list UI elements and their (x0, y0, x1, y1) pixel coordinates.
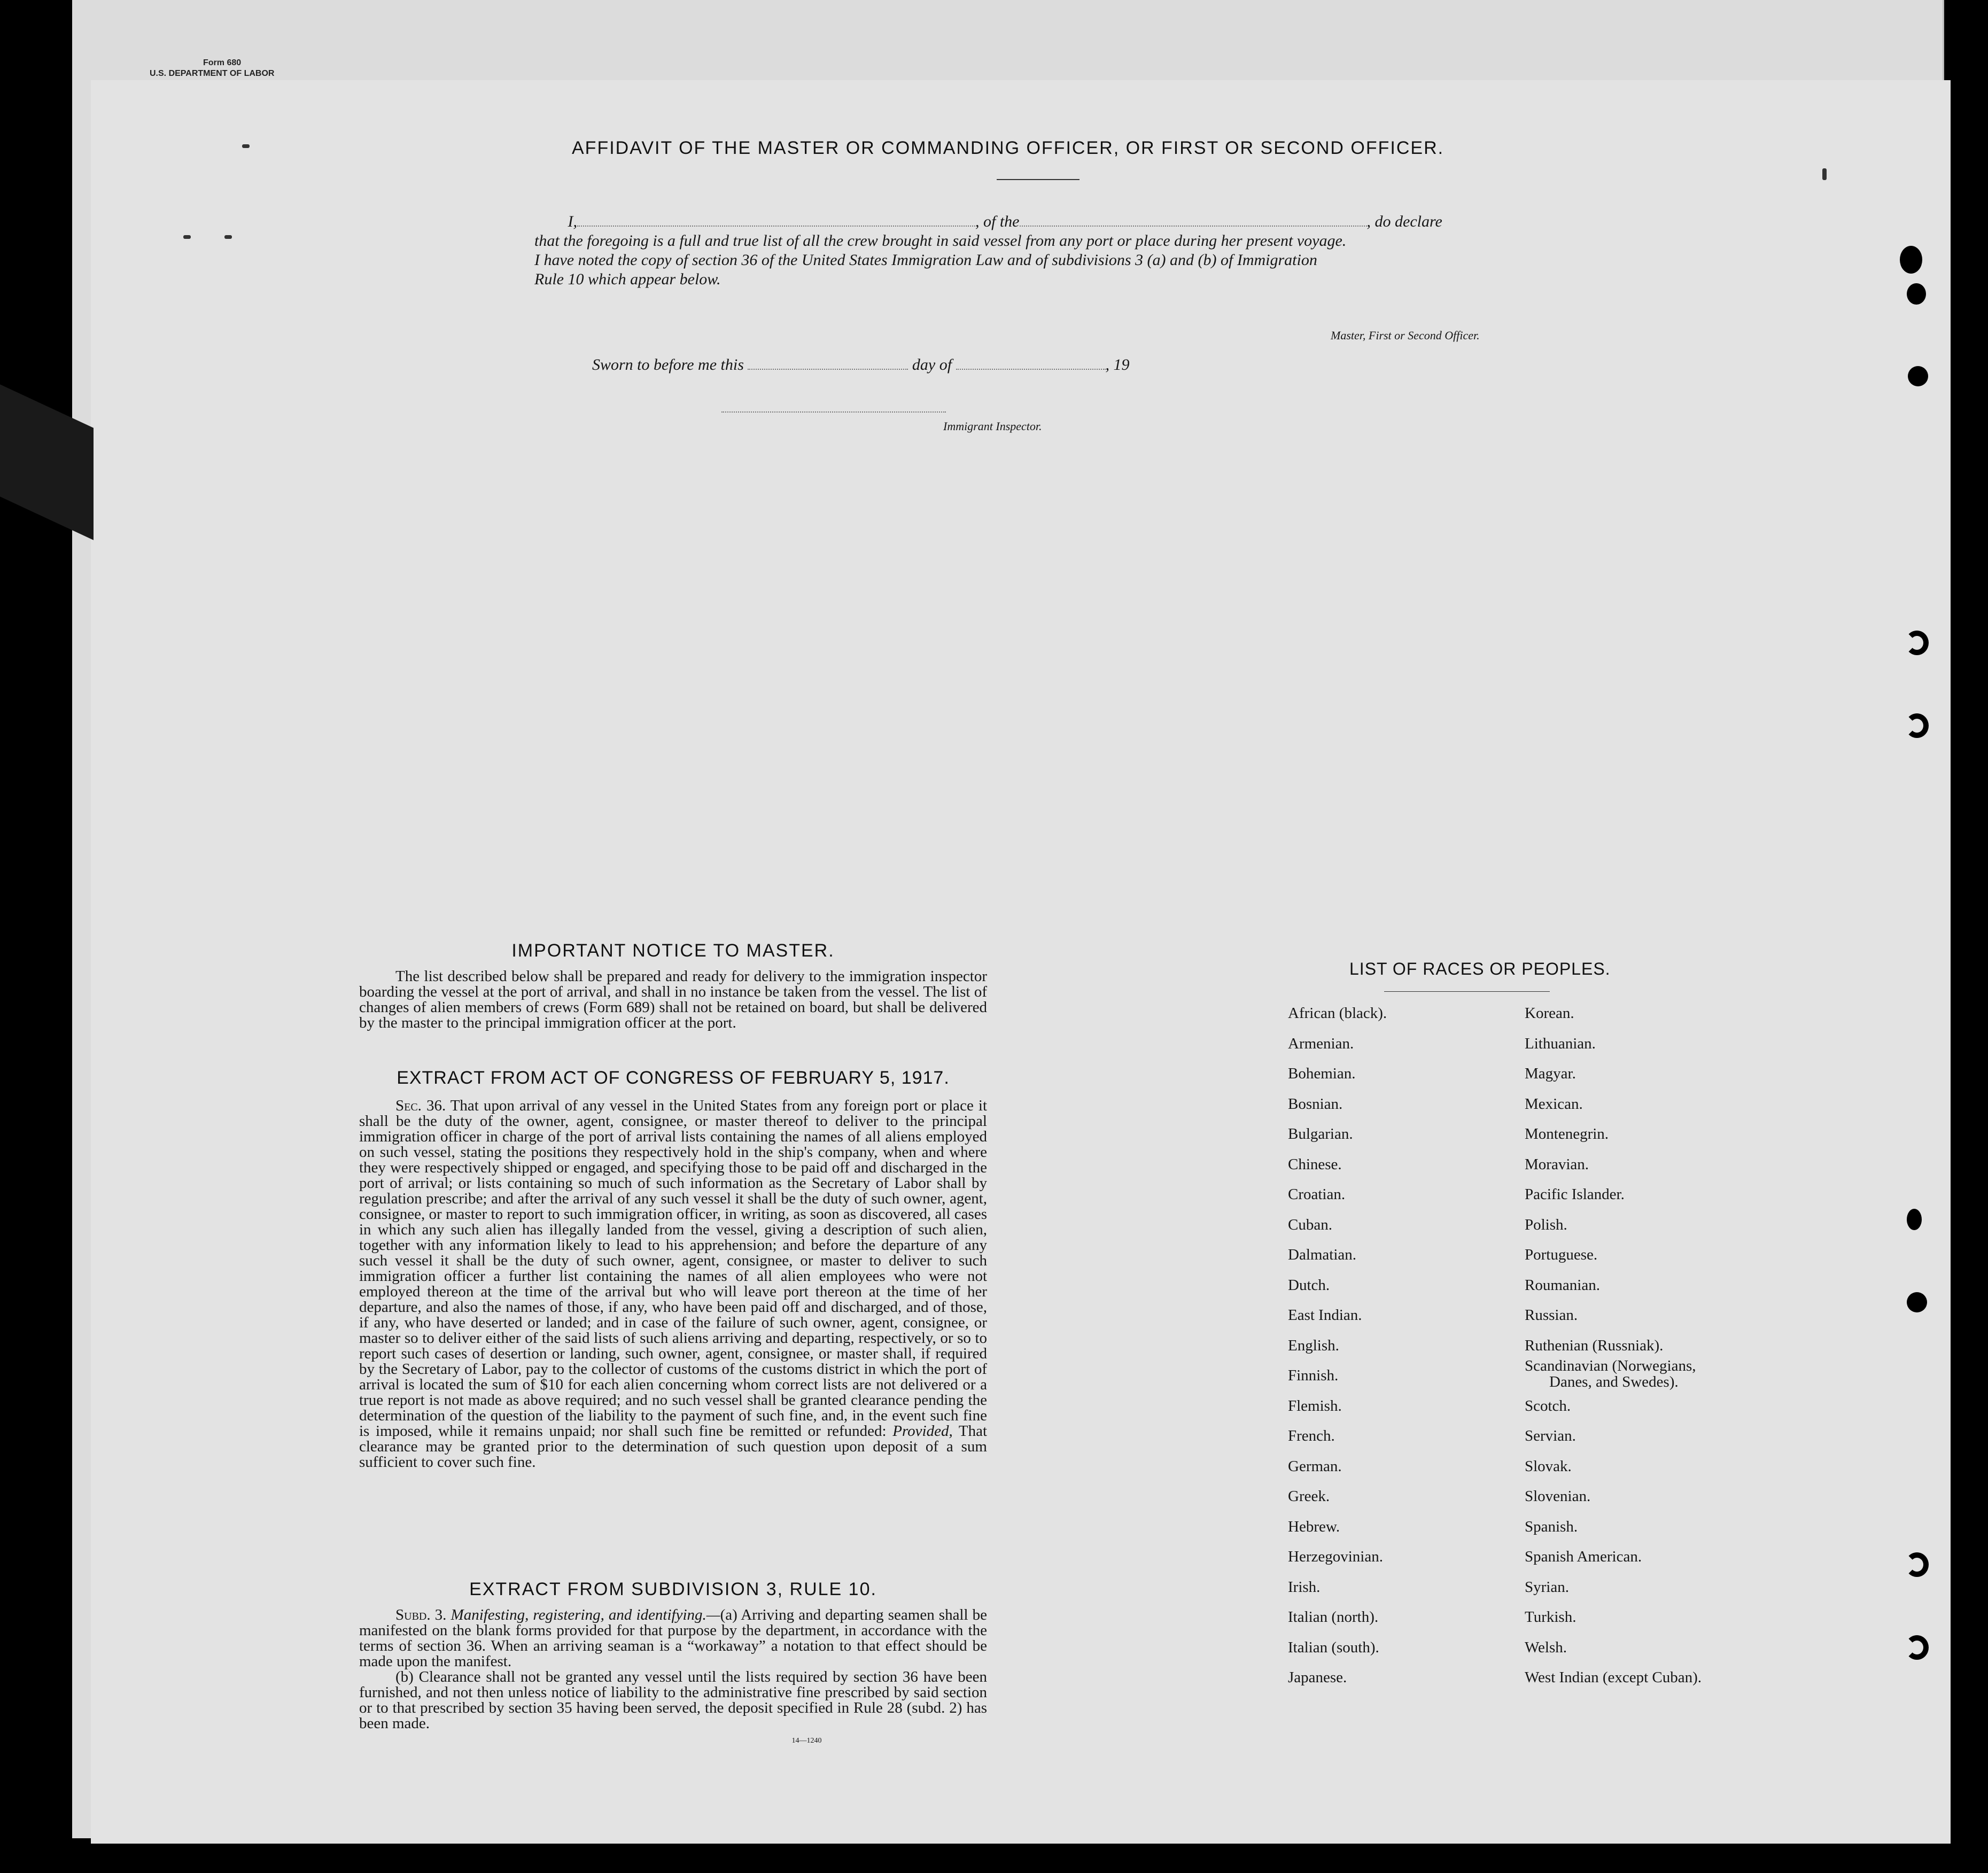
race-item: Flemish. (1288, 1397, 1342, 1415)
race-item: Welsh. (1525, 1638, 1567, 1656)
provided-word: Provided, (892, 1423, 953, 1440)
race-item-continued: Danes, and Swedes). (1549, 1373, 1679, 1390)
race-item: Roumanian. (1525, 1276, 1600, 1294)
sec-label: Sec. 36. (395, 1097, 446, 1114)
sworn-day-label: day of (912, 356, 952, 374)
race-item: Pacific Islander. (1525, 1186, 1625, 1203)
act-extract-title: EXTRACT FROM ACT OF CONGRESS OF FEBRUARY 5, 1917. (397, 1068, 950, 1088)
affidavit-declare: , do declare (1366, 213, 1442, 230)
race-item: Japanese. (1288, 1669, 1347, 1686)
rule-extract-title: EXTRACT FROM SUBDIVISION 3, RULE 10. (469, 1579, 877, 1599)
punch-hole (1907, 1209, 1922, 1230)
affidavit-line-4: Rule 10 which appear below. (534, 270, 721, 288)
stray-mark (224, 235, 232, 239)
affidavit-title: AFFIDAVIT OF THE MASTER OR COMMANDING OFFICER, OR FIRST OR SECOND OFFICER. (572, 138, 1445, 158)
sworn-prefix: Sworn to before me this (592, 356, 744, 374)
race-item: Armenian. (1288, 1035, 1354, 1052)
notice-title: IMPORTANT NOTICE TO MASTER. (511, 941, 835, 961)
affidavit-line-3: I have noted the copy of section 36 of the United States Immigration Law and of subdivisions 3 (a) and (b) of Immigration (534, 251, 1317, 269)
race-item: Herzegovinian. (1288, 1548, 1383, 1565)
sworn-day-blank[interactable] (748, 353, 908, 370)
race-item: Italian (south). (1288, 1638, 1379, 1656)
race-item: English. (1288, 1336, 1339, 1354)
inspector-caption: Immigrant Inspector. (943, 419, 1042, 433)
form-header (150, 58, 274, 79)
punch-hole (1905, 1635, 1929, 1660)
race-item: Russian. (1525, 1307, 1578, 1324)
race-item: Dalmatian. (1288, 1246, 1357, 1263)
sec-36-text-end: That clearance may be granted prior to the determination of such question upon deposit of a sum sufficient to cover such fine. (359, 1423, 988, 1471)
race-item: Italian (north). (1288, 1608, 1379, 1626)
race-item: West Indian (except Cuban). (1525, 1669, 1702, 1686)
rule-subd-a (359, 1607, 987, 1669)
department-label: U.S. DEPARTMENT OF LABOR (150, 69, 275, 78)
race-item: Korean. (1525, 1005, 1574, 1022)
race-item: Slovak. (1525, 1457, 1572, 1475)
affidavit-i: I, (568, 213, 577, 230)
races-title: LIST OF RACES OR PEOPLES. (1349, 959, 1611, 978)
affidavit-line-2: that the foregoing is a full and true list of all the crew brought in said vessel from any port or place during her present voyage. (534, 232, 1347, 250)
race-item: Bohemian. (1288, 1065, 1356, 1082)
race-item: Scotch. (1525, 1397, 1571, 1415)
race-item: Servian. (1525, 1427, 1576, 1444)
subd-a-text: (a) Arriving and departing seamen shall be manifested on the blank forms provided for that purpose by the department, in accordance with the terms of section 36. When an arriving seaman is a “workaway” a notation to that effect should be made upon the manifest. (359, 1606, 987, 1670)
race-item: Ruthenian (Russniak). (1525, 1336, 1664, 1354)
race-item: Spanish American. (1525, 1548, 1642, 1565)
subd-label: Subd. 3. (395, 1606, 447, 1623)
sworn-year: , 19 (1105, 356, 1130, 374)
affidavit-of-the: , of the (975, 213, 1020, 230)
punch-hole (1907, 283, 1926, 305)
punch-hole (1908, 366, 1928, 386)
subd-heading: Manifesting, registering, and identifying.— (451, 1606, 720, 1623)
inspector-signature-blank[interactable] (721, 411, 946, 413)
master-signature-caption: Master, First or Second Officer. (1331, 329, 1480, 342)
name-blank[interactable] (577, 209, 975, 227)
punch-hole (1907, 1292, 1927, 1312)
races-title-rule (1384, 991, 1550, 992)
punch-hole (1900, 246, 1922, 274)
punch-hole (1905, 713, 1929, 738)
race-item: Slovenian. (1525, 1488, 1591, 1505)
sworn-line (592, 353, 1130, 374)
stray-mark (1822, 168, 1827, 180)
vessel-blank[interactable] (1020, 209, 1367, 227)
race-item: Bulgarian. (1288, 1125, 1353, 1143)
form-number: Form 680 (203, 58, 242, 67)
race-item: Turkish. (1525, 1608, 1577, 1626)
sec-36-text: That upon arrival of any vessel in the United States from any foreign port or place it shall be the duty of the owner, agent, consignee, or master thereof to deliver to the principal immigration officer in charge of the port of arrival lists containing the names of all aliens employed on such vessel, stating the positions they respectively hold in the ship's company, when and where they were respectively shipped or engaged, and specifying those to be paid off and discharged in the port of arrival; or lists containing so much of such information as the Secretary of Labor shall by regulation prescribe; and after the arrival of any such vessel it shall be the duty of such owner, agent, consignee, or master to report to such immigration officer, in writing, as soon as discovered, all cases in which any such alien has illegally landed from the vessel, giving a description of such alien, together with any information likely to lead to his apprehension; and before the departure of any such vessel it shall be the duty of such owner, agent, consignee, or master to deliver to such immigration officer a further list containing the names of all alien employees who were not employed thereon at the time of the arrival but who will leave port thereon at the time of her departure, and also the names of those, if any, who have been paid off and discharged, and of those, if any, who have deserted or landed; and in case of the failure of such owner, agent, consignee, or master so to deliver either of the said lists of such aliens arriving and departing, respectively, or so to report such cases of desertion or landing, such owner, agent, consignee, or master shall, if required by the Secretary of Labor, pay to the collector of customs of the customs district in which the port of arrival is located the sum of $10 for each alien concerning whom correct lists are not delivered or a true report is not made as above required; and no such vessel shall be granted clearance pending the determination of the question of the liability to the payment of such fine, and, in the event such fine is imposed, while it remains unpaid; nor shall such fine be remitted or refunded: (359, 1097, 987, 1440)
race-item: Lithuanian. (1525, 1035, 1596, 1052)
notice-section (359, 941, 987, 1031)
sworn-month-blank[interactable] (956, 353, 1106, 370)
race-item: Chinese. (1288, 1155, 1342, 1173)
stray-mark (183, 235, 191, 239)
stray-mark (242, 144, 250, 148)
race-item: Polish. (1525, 1216, 1567, 1233)
notice-text: The list described below shall be prepared and ready for delivery to the immigration inspector boarding the vessel at the port of arrival, and shall in no instance be taken from the vessel. The list of changes of alien members of crews (Form 689) shall not be retained on board, but shall be delivered by the master to the principal immigration officer at the port. (359, 968, 987, 1031)
punch-hole (1905, 1552, 1929, 1577)
print-code: 14—1240 (791, 1737, 822, 1745)
race-item: Croatian. (1288, 1186, 1346, 1203)
race-item: Dutch. (1288, 1276, 1330, 1294)
race-item: German. (1288, 1457, 1342, 1475)
race-item: Cuban. (1288, 1216, 1332, 1233)
act-extract-section (359, 1068, 987, 1470)
race-item: Syrian. (1525, 1578, 1569, 1596)
race-item: Hebrew. (1288, 1518, 1340, 1535)
race-item: Spanish. (1525, 1518, 1578, 1535)
rule-subd-b: (b) Clearance shall not be granted any vessel until the lists required by section 36 have been furnished, and not then unless notice of liability to the administrative fine prescribed by said section or to that prescribed by section 35 having been served, the deposit specified in Rule 28 (subd. 2) has been made. (359, 1668, 987, 1732)
race-item: Irish. (1288, 1578, 1321, 1596)
race-item: Finnish. (1288, 1367, 1339, 1384)
race-item: East Indian. (1288, 1307, 1362, 1324)
race-item: Greek. (1288, 1488, 1330, 1505)
race-item: Mexican. (1525, 1095, 1583, 1113)
race-item: French. (1288, 1427, 1335, 1444)
title-rule (997, 179, 1080, 180)
race-item: Magyar. (1525, 1065, 1576, 1082)
punch-hole (1905, 631, 1929, 655)
race-item: Scandinavian (Norwegians, (1525, 1357, 1696, 1374)
race-item: Bosnian. (1288, 1095, 1343, 1113)
act-extract-text (359, 1098, 987, 1470)
race-item: Portuguese. (1525, 1246, 1598, 1263)
rule-extract-section (359, 1579, 987, 1745)
affidavit-statement (534, 209, 1577, 289)
race-item: Moravian. (1525, 1155, 1589, 1173)
race-item: Montenegrin. (1525, 1125, 1609, 1143)
race-item: African (black). (1288, 1005, 1387, 1022)
